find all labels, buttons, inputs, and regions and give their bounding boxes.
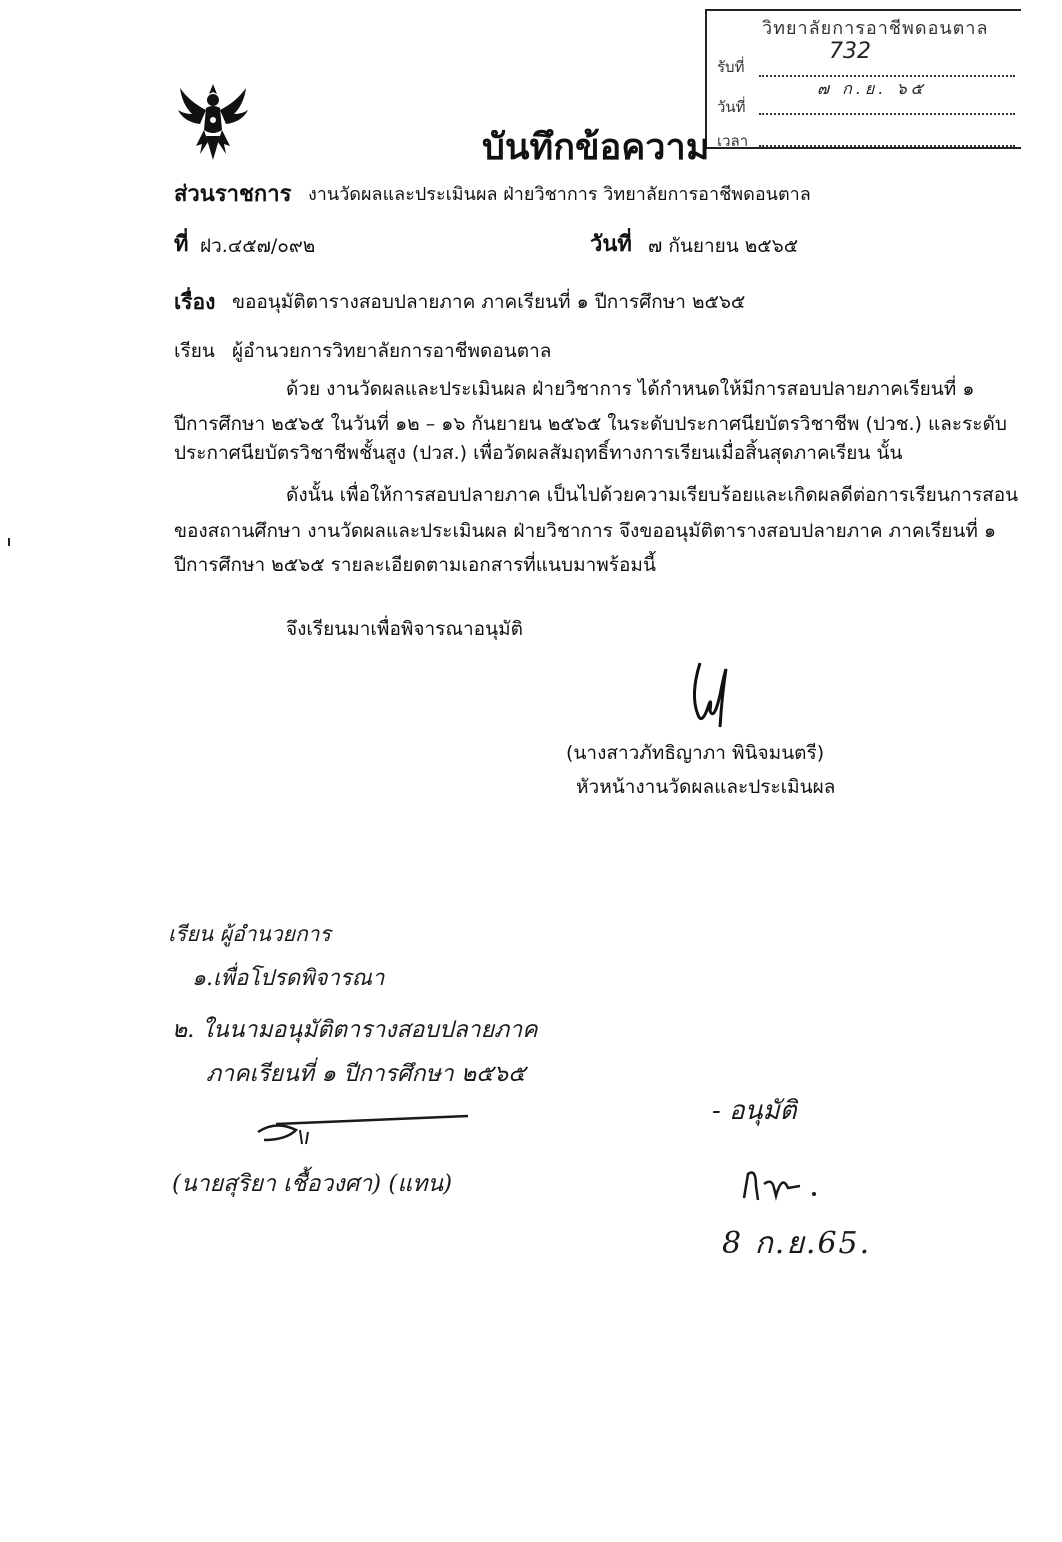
subject-value: ขออนุมัติตารางสอบปลายภาค ภาคเรียนที่ ๑ ปีการศึกษา ๒๕๖๕ [232,291,746,313]
stamp-date-label: วันที่ [717,98,746,116]
handwritten-note-line-2: ๒. ในนามอนุมัติตารางสอบปลายภาค [172,1017,538,1043]
paragraph-2-line-2: ของสถานศึกษา งานวัดผลและประเมินผล ฝ่ายวิชาการ จึงขออนุมัติตารางสอบปลายภาค ภาคเรียนที่ ๑ [174,520,997,542]
signature-scribble [680,655,740,735]
handwritten-note-line-0: เรียน ผู้อำนวยการ [168,922,331,946]
memo-title: บันทึกข้อความ [482,127,710,168]
director-approve: - อนุมัติ [712,1096,797,1126]
handwritten-note-line-1: ๑.เพื่อโปรดพิจารณา [192,966,385,991]
stamp-date-value: ๗ ก.ย. ๖๕ [817,79,927,98]
director-date: 8 ก.ย.65. [722,1226,872,1261]
subject-label: เรื่อง [174,290,216,314]
stamp-time-label: เวลา [717,132,749,150]
paragraph-2-line-3: ปีการศึกษา ๒๕๖๕ รายละเอียดตามเอกสารที่แนบมาพร้อมนี้ [174,554,656,576]
signer-name: (นางสาวภัทธิญาภา พินิจมนตรี) [566,742,825,764]
handwritten-signature-stroke [256,1110,476,1150]
stamp-time-dots [759,145,1015,147]
paragraph-1-line-1: ด้วย งานวัดผลและประเมินผล ฝ่ายวิชาการ ได้กำหนดให้มีการสอบปลายภาคเรียนที่ ๑ [286,378,975,400]
director-initials [742,1164,822,1208]
scan-mark [8,538,10,546]
ref-label: ที่ [174,232,189,257]
handwritten-note-line-3: ภาคเรียนที่ ๑ ปีการศึกษา ๒๕๖๕ [206,1061,526,1087]
agency-label: ส่วนราชการ [174,182,292,207]
stamp-number-value: 732 [829,39,871,64]
ref-value: ฝว.๔๕๗/๐๙๒ [200,235,316,257]
paragraph-1-line-2: ปีการศึกษา ๒๕๖๕ ในวันที่ ๑๒ – ๑๖ กันยายน ๒๕๖๕ ในระดับประกาศนียบัตรวิชาชีพ (ปวช.) และระดับ [174,413,1007,435]
receipt-stamp [705,9,1021,149]
date-label: วันที่ [590,232,632,257]
paragraph-2-line-1: ดังนั้น เพื่อให้การสอบปลายภาค เป็นไปด้วยความเรียบร้อยและเกิดผลดีต่อการเรียนการสอน [286,484,1019,506]
garuda-emblem [176,80,250,162]
paragraph-1-line-3: ประกาศนียบัตรวิชาชีพชั้นสูง (ปวส.) เพื่อวัดผลสัมฤทธิ์ทางการเรียนเมื่อสิ้นสุดภาคเรียน นั้น [174,442,903,464]
stamp-number-label: รับที่ [717,58,745,76]
signer-position: หัวหน้างานวัดผลและประเมินผล [576,776,836,798]
date-value: ๗ กันยายน ๒๕๖๕ [648,235,799,257]
to-label: เรียน [174,340,215,362]
closing-line: จึงเรียนมาเพื่อพิจารณาอนุมัติ [286,618,523,640]
to-value: ผู้อำนวยการวิทยาลัยการอาชีพดอนตาล [232,340,552,362]
stamp-date-dots [759,113,1015,115]
agency-value: งานวัดผลและประเมินผล ฝ่ายวิชาการ วิทยาลัยการอาชีพดอนตาล [308,184,811,205]
stamp-header: วิทยาลัยการอาชีพดอนตาล [762,18,989,39]
handwritten-signer-name: (นายสุริยา เชื้อวงศา) (แทน) [172,1171,453,1197]
